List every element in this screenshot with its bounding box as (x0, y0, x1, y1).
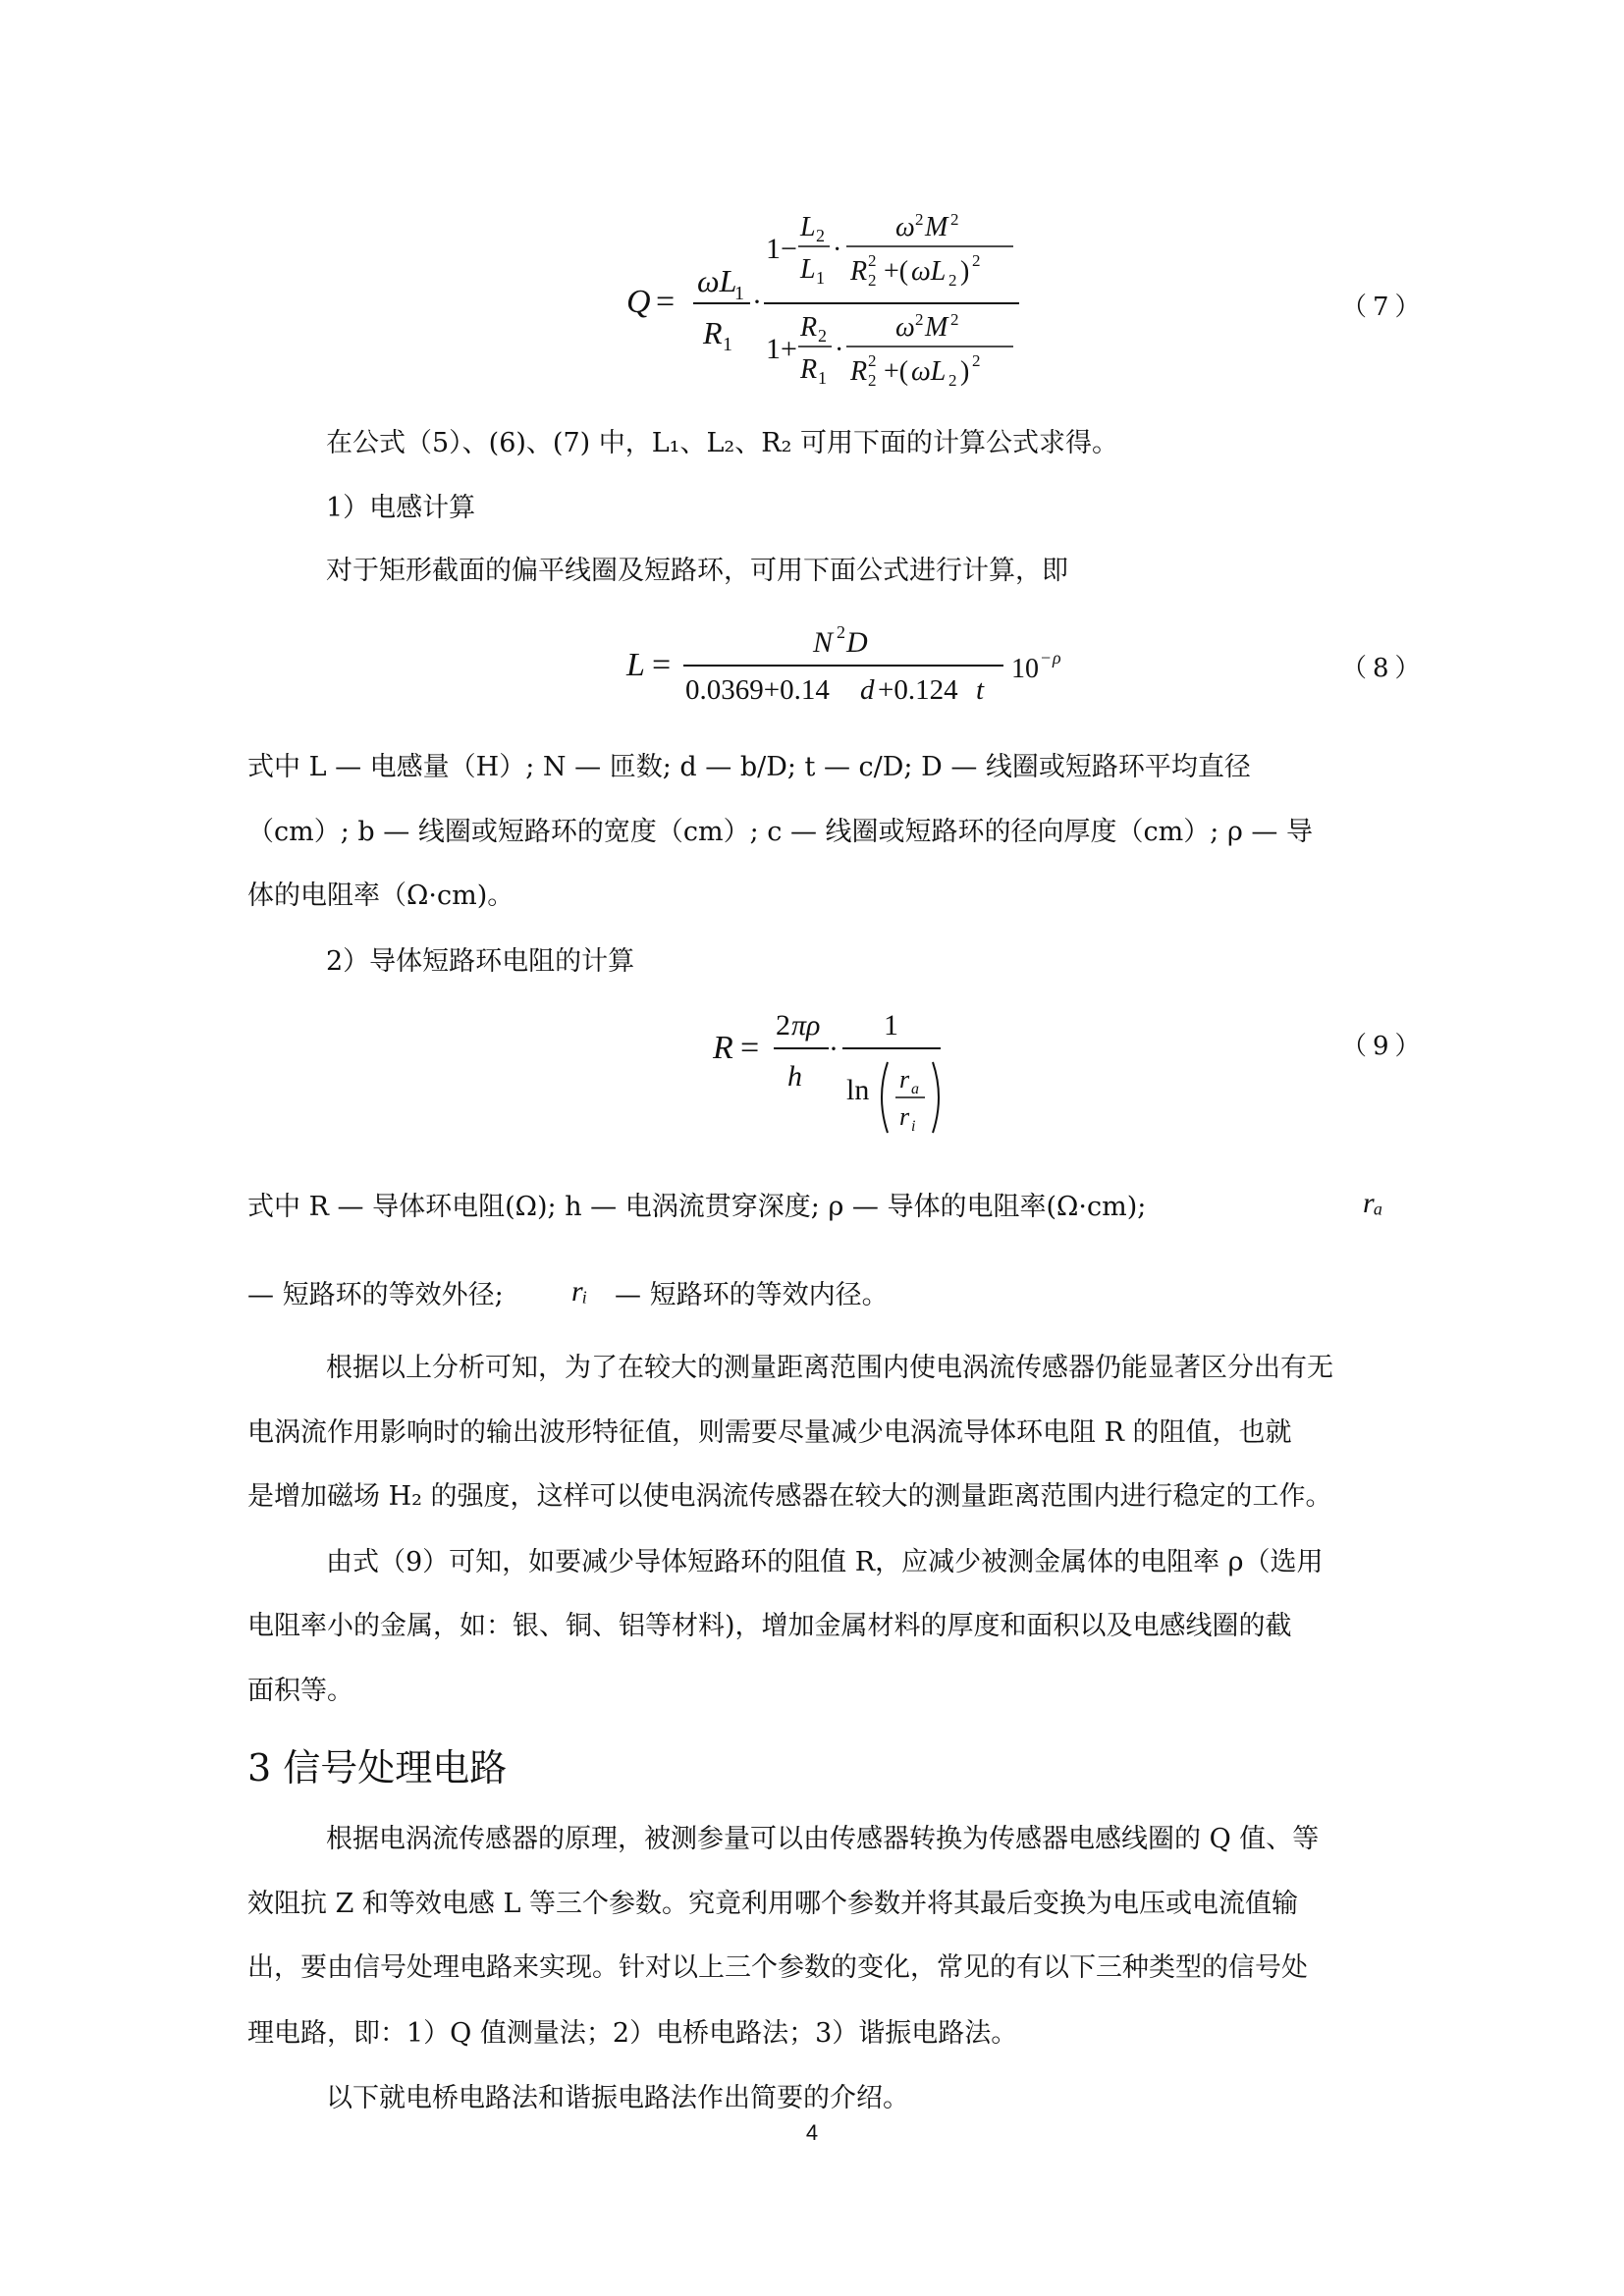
svg-text:2: 2 (868, 251, 877, 270)
section-heading: 3 信号处理电路 (247, 1746, 508, 1789)
svg-text:R: R (800, 354, 818, 385)
svg-text:10: 10 (1011, 654, 1039, 684)
svg-text:2: 2 (972, 251, 981, 270)
svg-text:2: 2 (948, 371, 957, 390)
definitions-9-line-1: 式中 R — 导体环电阻(Ω); h — 电涡流贯穿深度; ρ — 导体的电阻率(Ω·cm); (247, 1192, 1147, 1222)
svg-text:2: 2 (972, 351, 981, 370)
svg-text:=: = (656, 284, 676, 320)
svg-text:2: 2 (915, 210, 924, 229)
svg-text:L: L (800, 254, 816, 285)
svg-text:Q: Q (626, 284, 651, 320)
svg-text:ωL: ωL (911, 256, 947, 287)
section-3-line-5: 以下就电桥电路法和谐振电路法作出简要的介绍。 (326, 2083, 909, 2113)
svg-text:d: d (860, 674, 875, 706)
item-1-title: 1）电感计算 (326, 493, 476, 523)
section-3-line-4: 理电路，即：1）Q 值测量法；2）电桥电路法；3）谐振电路法。 (247, 2018, 1018, 2049)
svg-text:M: M (925, 212, 948, 242)
svg-text:2: 2 (950, 210, 959, 229)
definitions-9-line-2a: — 短路环的等效外径; (247, 1280, 504, 1310)
equation-7-number: （7） (1341, 293, 1427, 322)
analysis-line-1: 根据以上分析可知，为了在较大的测量距离范围内使电涡流传感器仍能显著区分出有无 (326, 1353, 1333, 1383)
svg-text:0.0369+0.14: 0.0369+0.14 (685, 674, 830, 706)
svg-text:ω: ω (895, 312, 915, 343)
svg-text:2: 2 (948, 271, 957, 290)
svg-text:R: R (850, 256, 868, 287)
svg-text:1: 1 (816, 268, 825, 288)
svg-text:): ) (960, 256, 970, 287)
section-3-line-1: 根据电涡流传感器的原理，被测参量可以由传感器转换为传感器电感线圈的 Q 值、等 (326, 1824, 1320, 1854)
svg-text:D: D (846, 626, 868, 659)
svg-text:2: 2 (915, 310, 924, 329)
page-number: 4 (805, 2120, 819, 2145)
svg-text:R: R (850, 356, 868, 387)
svg-text:2: 2 (818, 326, 827, 346)
equation-8-number: （8） (1341, 654, 1427, 683)
eq9-discussion-line-1: 由式（9）可知，如要减少导体短路环的阻值 R，应减少被测金属体的电阻率 ρ（选用 (326, 1547, 1324, 1577)
svg-text:a: a (911, 1081, 919, 1097)
definitions-9-ra: rₐ (1363, 1187, 1383, 1219)
definitions-9-line-2b: — 短路环的等效内径。 (615, 1280, 889, 1310)
svg-text:R: R (703, 315, 723, 350)
svg-text:2: 2 (776, 1009, 790, 1041)
svg-text:1: 1 (723, 334, 732, 355)
svg-text:=: = (740, 1030, 760, 1066)
equation-9 (705, 999, 960, 1156)
svg-text:2: 2 (868, 371, 877, 390)
svg-text:2: 2 (837, 622, 845, 642)
svg-text:+0.124: +0.124 (878, 674, 958, 706)
definitions-8-line-1: 式中 L — 电感量（H）; N — 匝数; d — b/D; t — c/D; D — 线圈或短路环平均直径 (247, 752, 1251, 782)
svg-text:1: 1 (884, 1009, 898, 1041)
analysis-line-2: 电涡流作用影响时的输出波形特征值，则需要尽量减少电涡流导体环电阻 R 的阻值，也就 (247, 1417, 1292, 1448)
paragraph-formula-reference: 在公式（5）、(6)、(7) 中，L₁、L₂、R₂ 可用下面的计算公式求得。 (326, 428, 1118, 458)
svg-text:R: R (713, 1030, 733, 1066)
svg-text:·: · (835, 335, 844, 365)
svg-text:1−: 1− (766, 233, 797, 265)
svg-text:M: M (925, 312, 948, 343)
svg-text:1: 1 (818, 368, 827, 388)
svg-text:ωL: ωL (911, 356, 947, 387)
definitions-9-ri: rᵢ (571, 1275, 588, 1308)
svg-text:r: r (899, 1065, 910, 1094)
equation-7 (619, 201, 1051, 407)
svg-text:L: L (800, 212, 816, 242)
item-2-title: 2）导体短路环电阻的计算 (326, 946, 635, 977)
svg-text:i: i (911, 1118, 916, 1135)
svg-text:+(: +( (884, 256, 909, 287)
section-3-line-2: 效阻抗 Z 和等效电感 L 等三个参数。究竟利用哪个参数并将其最后变换为电压或电流值输 (247, 1889, 1299, 1919)
svg-text:h: h (787, 1060, 802, 1093)
equation-8 (619, 616, 1090, 715)
svg-text:2: 2 (868, 271, 877, 290)
definitions-8-line-3: 体的电阻率（Ω·cm)。 (247, 881, 514, 911)
svg-text:t: t (976, 674, 985, 706)
svg-text:·: · (829, 1033, 839, 1065)
analysis-line-3: 是增加磁场 H₂ 的强度，这样可以使电涡流传感器在较大的测量距离范围内进行稳定的工作。 (247, 1481, 1332, 1512)
svg-text:1: 1 (734, 283, 744, 304)
svg-text:1+: 1+ (766, 333, 797, 365)
svg-text:·: · (752, 286, 762, 318)
svg-text:L: L (626, 647, 645, 683)
svg-text:=: = (652, 647, 672, 683)
svg-text:−: − (1041, 648, 1052, 667)
definitions-8-line-2: （cm）; b — 线圈或短路环的宽度（cm）; c — 线圈或短路环的径向厚度（cm）; ρ — 导 (247, 817, 1313, 847)
svg-text:2: 2 (868, 351, 877, 370)
svg-text:ωL: ωL (697, 263, 737, 298)
eq9-discussion-line-2: 电阻率小的金属，如：银、铜、铝等材料)，增加金属材料的厚度和面积以及电感线圈的截 (247, 1611, 1292, 1641)
svg-text:2: 2 (816, 226, 825, 245)
svg-text:+(: +( (884, 356, 909, 387)
svg-text:·: · (833, 235, 842, 265)
svg-text:R: R (800, 312, 818, 343)
svg-text:ρ: ρ (1053, 648, 1061, 667)
svg-text:πρ: πρ (791, 1009, 821, 1041)
svg-text:N: N (813, 626, 834, 659)
svg-text:): ) (960, 356, 970, 387)
section-3-line-3: 出，要由信号处理电路来实现。针对以上三个参数的变化，常见的有以下三种类型的信号处 (247, 1952, 1308, 1983)
svg-text:r: r (899, 1102, 910, 1131)
eq9-discussion-line-3: 面积等。 (247, 1676, 353, 1706)
svg-text:ω: ω (895, 212, 915, 242)
item-1-text: 对于矩形截面的偏平线圈及短路环，可用下面公式进行计算，即 (326, 556, 1068, 586)
svg-text:2: 2 (950, 310, 959, 329)
equation-9-number: （9） (1341, 1032, 1427, 1061)
svg-text:ln: ln (846, 1074, 870, 1106)
